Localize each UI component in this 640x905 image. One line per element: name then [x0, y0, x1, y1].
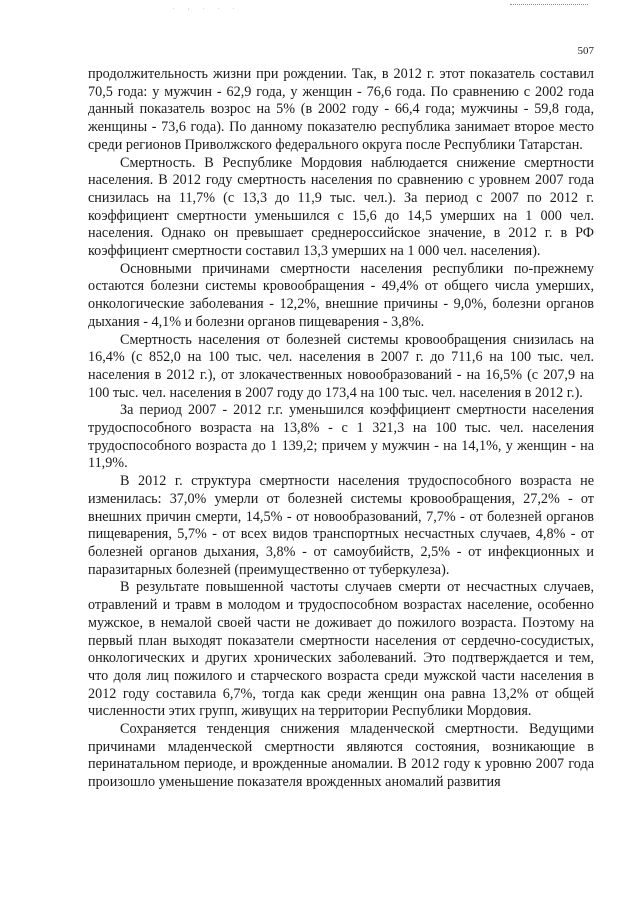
- paragraph-accidents: В результате повышенной частоты случаев смерти от несчастных случаев, отравлений и травм в молодом и трудоспособном возрастах население, особенно мужское, в немалой своей части не доживает до пожилого возраста. Поэтому на первый план выходят показатели смертности населения от сердечно-сосудистых, онкологических и других хронических заболеваний. Это подтверждается и тем, что доля лиц пожилого и старческого возраста среди мужской части населения в 2012 году составила 6,7%, тогда как среди женщин она равна 13,2% от общей численности этих групп, живущих на территории Республики Мордовия.: [88, 579, 594, 720]
- paragraph-mortality: Смертность. В Республике Мордовия наблюдается снижение смертности населения. В 2012 году смертность населения по сравнению с уровнем 2007 года снизилась на 11,7% (с 13,3 до 11,9 тыс. чел.). За период с 2007 по 2012 г. коэффициент смертности уменьшился с 15,6 до 14,5 умерших на 1 000 чел. населения. Однако он превышает среднероссийское значение, в 2012 г. в РФ коэффициент смертности составил 13,3 умерших на 1 000 чел. населения).: [88, 154, 594, 260]
- scan-marks: . , . . .: [173, 5, 241, 11]
- paragraph-life-expectancy: продолжительность жизни при рождении. Так, в 2012 г. этот показатель составил 70,5 года: у мужчин - 62,9 года, у женщин - 76,6 года. По сравнению с 2002 года данный показатель возрос на 5% (в 2002 году - 66,4 года; мужчины - 59,8 года, женщины - 73,6 года). По данному показателю республика занимает второе место среди регионов Приволжского федерального округа после Республики Татарстан.: [88, 66, 594, 153]
- page-number: 507: [577, 45, 594, 57]
- scan-line: [510, 4, 588, 8]
- paragraph-infant-mortality: Сохраняется тенденция снижения младенческой смертности. Ведущими причинами младенческой смертности являются состояния, возникающие в перинатальном периоде, и врожденные аномалии. В 2012 году к уровню 2007 года произошло уменьшение показателя врожденных аномалий развития: [88, 721, 594, 791]
- paragraph-structure: В 2012 г. структура смертности населения трудоспособного возраста не изменилась: 37,0% умерли от болезней системы кровообращения, 27,2% - от внешних причин смерти, 14,5% - от новообразований, 7,7% - от болезней органов пищеварения, 5,7% - от всех видов транспортных несчастных случаев, 4,8% - от болезней органов дыхания, 3,8% - от самоубийств, 2,5% - от инфекционных и паразитарных болезней (преимущественно от туберкулеза).: [88, 473, 594, 578]
- scan-artifacts: [0, 0, 640, 14]
- paragraph-cardiovascular: Смертность населения от болезней системы кровообращения снизилась на 16,4% (с 852,0 на 100 тыс. чел. населения в 2007 г. до 711,6 на 100 тыс. чел. населения в 2012 г.), от злокачественных новообразований - на 16,5% (с 207,9 на 100 тыс. чел. населения в 2007 году до 173,4 на 100 тыс. чел. населения в 2012 г.).: [88, 331, 594, 401]
- paragraph-main-causes: Основными причинами смертности населения республики по-прежнему остаются болезни системы кровообращения - 49,4% от общего числа умерших, онкологические заболевания - 12,2%, внешние причины - 9,0%, болезни органов дыхания - 4,1% и болезни органов пищеварения - 3,8%.: [88, 260, 594, 330]
- document-body: [88, 66, 594, 792]
- paragraph-working-age: За период 2007 - 2012 г.г. уменьшился коэффициент смертности населения трудоспособного возраста на 13,8% - с 1 321,3 на 100 тыс. чел. населения трудоспособного возраста до 1 139,2; причем у мужчин - на 14,1%, у женщин - на 11,9%.: [88, 402, 594, 472]
